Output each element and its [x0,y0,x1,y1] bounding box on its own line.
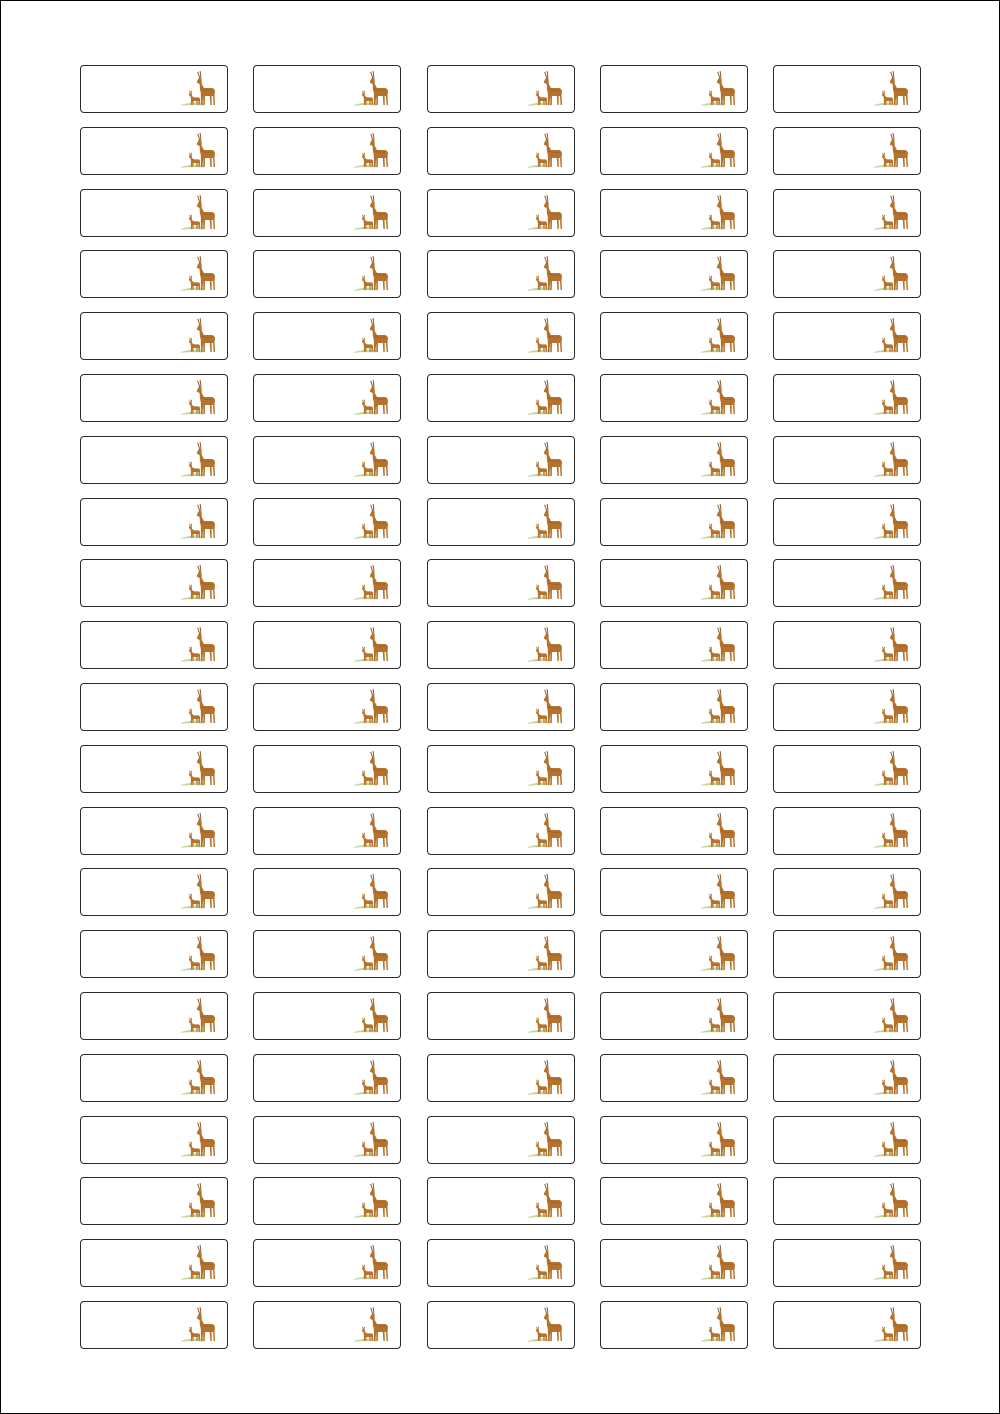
gazelle-mother-and-fawn-icon [873,1180,911,1220]
gazelle-mother-and-fawn-icon [527,253,565,293]
label-cell [600,127,748,175]
label-cell [427,436,575,484]
label-cell [253,1054,401,1102]
gazelle-mother-and-fawn-icon [527,810,565,850]
label-cell [600,992,748,1040]
label-cell [80,1054,228,1102]
label-cell [80,992,228,1040]
label-cell [80,374,228,422]
gazelle-mother-and-fawn-icon [527,871,565,911]
label-cell [427,312,575,360]
gazelle-mother-and-fawn-icon [180,1057,218,1097]
gazelle-mother-and-fawn-icon [180,1304,218,1344]
label-cell [80,621,228,669]
gazelle-mother-and-fawn-icon [873,1304,911,1344]
label-cell [773,250,921,298]
gazelle-mother-and-fawn-icon [700,377,738,417]
gazelle-mother-and-fawn-icon [353,192,391,232]
label-cell [427,1239,575,1287]
gazelle-mother-and-fawn-icon [180,562,218,602]
label-cell [773,868,921,916]
label-cell [253,189,401,237]
label-cell [80,498,228,546]
label-cell [253,312,401,360]
label-cell [253,930,401,978]
gazelle-mother-and-fawn-icon [700,810,738,850]
gazelle-mother-and-fawn-icon [873,562,911,602]
gazelle-mother-and-fawn-icon [700,192,738,232]
label-cell [253,868,401,916]
label-grid [80,65,921,1349]
gazelle-mother-and-fawn-icon [180,501,218,541]
gazelle-mother-and-fawn-icon [873,624,911,664]
gazelle-mother-and-fawn-icon [700,871,738,911]
label-cell [773,189,921,237]
gazelle-mother-and-fawn-icon [873,253,911,293]
gazelle-mother-and-fawn-icon [873,1242,911,1282]
gazelle-mother-and-fawn-icon [353,624,391,664]
gazelle-mother-and-fawn-icon [873,192,911,232]
gazelle-mother-and-fawn-icon [527,501,565,541]
gazelle-mother-and-fawn-icon [353,810,391,850]
label-cell [427,868,575,916]
label-cell [80,559,228,607]
label-cell [600,65,748,113]
gazelle-mother-and-fawn-icon [527,1119,565,1159]
gazelle-mother-and-fawn-icon [527,439,565,479]
label-cell [773,1054,921,1102]
gazelle-mother-and-fawn-icon [873,871,911,911]
label-cell [600,930,748,978]
label-cell [600,807,748,855]
gazelle-mother-and-fawn-icon [353,933,391,973]
gazelle-mother-and-fawn-icon [700,253,738,293]
label-cell [600,312,748,360]
label-cell [427,1116,575,1164]
gazelle-mother-and-fawn-icon [700,315,738,355]
label-cell [773,498,921,546]
gazelle-mother-and-fawn-icon [527,1180,565,1220]
label-cell [253,1301,401,1349]
label-cell [773,127,921,175]
gazelle-mother-and-fawn-icon [353,995,391,1035]
label-cell [427,992,575,1040]
gazelle-mother-and-fawn-icon [873,439,911,479]
label-cell [600,1301,748,1349]
label-cell [600,745,748,793]
label-cell [773,65,921,113]
gazelle-mother-and-fawn-icon [180,253,218,293]
label-cell [427,930,575,978]
label-cell [427,1054,575,1102]
label-cell [427,683,575,731]
label-cell [427,1301,575,1349]
label-cell [80,683,228,731]
gazelle-mother-and-fawn-icon [353,1242,391,1282]
label-cell [773,807,921,855]
gazelle-mother-and-fawn-icon [180,748,218,788]
label-cell [80,65,228,113]
gazelle-mother-and-fawn-icon [353,1119,391,1159]
gazelle-mother-and-fawn-icon [700,1180,738,1220]
label-cell [253,1116,401,1164]
label-cell [773,1301,921,1349]
gazelle-mother-and-fawn-icon [873,810,911,850]
gazelle-mother-and-fawn-icon [700,1304,738,1344]
label-cell [773,1239,921,1287]
gazelle-mother-and-fawn-icon [873,686,911,726]
gazelle-mother-and-fawn-icon [527,995,565,1035]
gazelle-mother-and-fawn-icon [353,377,391,417]
label-cell [253,621,401,669]
label-cell [600,683,748,731]
label-cell [427,127,575,175]
gazelle-mother-and-fawn-icon [180,1180,218,1220]
gazelle-mother-and-fawn-icon [527,748,565,788]
label-cell [773,436,921,484]
gazelle-mother-and-fawn-icon [180,933,218,973]
gazelle-mother-and-fawn-icon [353,439,391,479]
label-cell [773,374,921,422]
label-cell [427,498,575,546]
label-cell [253,436,401,484]
gazelle-mother-and-fawn-icon [180,1242,218,1282]
label-cell [600,498,748,546]
gazelle-mother-and-fawn-icon [353,686,391,726]
gazelle-mother-and-fawn-icon [873,130,911,170]
gazelle-mother-and-fawn-icon [180,1119,218,1159]
label-cell [80,127,228,175]
label-cell [80,745,228,793]
gazelle-mother-and-fawn-icon [527,130,565,170]
label-cell [80,189,228,237]
gazelle-mother-and-fawn-icon [700,1057,738,1097]
label-cell [253,498,401,546]
gazelle-mother-and-fawn-icon [180,686,218,726]
label-cell [427,1177,575,1225]
gazelle-mother-and-fawn-icon [873,748,911,788]
label-cell [600,189,748,237]
gazelle-mother-and-fawn-icon [700,439,738,479]
gazelle-mother-and-fawn-icon [527,1242,565,1282]
label-cell [253,1177,401,1225]
gazelle-mother-and-fawn-icon [873,995,911,1035]
gazelle-mother-and-fawn-icon [353,871,391,911]
gazelle-mother-and-fawn-icon [873,933,911,973]
label-cell [253,250,401,298]
gazelle-mother-and-fawn-icon [527,933,565,973]
label-cell [773,621,921,669]
gazelle-mother-and-fawn-icon [353,501,391,541]
label-cell [773,1116,921,1164]
gazelle-mother-and-fawn-icon [700,68,738,108]
gazelle-mother-and-fawn-icon [700,130,738,170]
gazelle-mother-and-fawn-icon [353,1304,391,1344]
gazelle-mother-and-fawn-icon [180,315,218,355]
label-cell [773,559,921,607]
label-cell [80,1301,228,1349]
gazelle-mother-and-fawn-icon [180,377,218,417]
label-cell [600,559,748,607]
gazelle-mother-and-fawn-icon [527,1057,565,1097]
gazelle-mother-and-fawn-icon [873,1119,911,1159]
label-cell [80,1116,228,1164]
label-cell [427,65,575,113]
gazelle-mother-and-fawn-icon [700,1242,738,1282]
gazelle-mother-and-fawn-icon [180,624,218,664]
gazelle-mother-and-fawn-icon [353,68,391,108]
gazelle-mother-and-fawn-icon [180,68,218,108]
gazelle-mother-and-fawn-icon [353,315,391,355]
label-cell [427,250,575,298]
label-cell [773,992,921,1040]
gazelle-mother-and-fawn-icon [873,315,911,355]
label-cell [80,436,228,484]
label-cell [773,1177,921,1225]
gazelle-mother-and-fawn-icon [527,686,565,726]
gazelle-mother-and-fawn-icon [353,130,391,170]
label-cell [253,745,401,793]
gazelle-mother-and-fawn-icon [527,562,565,602]
label-cell [80,1239,228,1287]
gazelle-mother-and-fawn-icon [527,377,565,417]
label-cell [253,1239,401,1287]
gazelle-mother-and-fawn-icon [873,501,911,541]
label-cell [773,930,921,978]
gazelle-mother-and-fawn-icon [353,1180,391,1220]
gazelle-mother-and-fawn-icon [353,748,391,788]
label-cell [80,1177,228,1225]
gazelle-mother-and-fawn-icon [180,810,218,850]
gazelle-mother-and-fawn-icon [873,1057,911,1097]
gazelle-mother-and-fawn-icon [527,315,565,355]
label-cell [600,621,748,669]
gazelle-mother-and-fawn-icon [700,995,738,1035]
label-cell [427,374,575,422]
gazelle-mother-and-fawn-icon [873,377,911,417]
label-cell [80,807,228,855]
label-cell [427,621,575,669]
gazelle-mother-and-fawn-icon [700,686,738,726]
gazelle-mother-and-fawn-icon [700,624,738,664]
gazelle-mother-and-fawn-icon [527,624,565,664]
label-cell [427,745,575,793]
gazelle-mother-and-fawn-icon [700,562,738,602]
gazelle-mother-and-fawn-icon [180,130,218,170]
gazelle-mother-and-fawn-icon [700,501,738,541]
gazelle-mother-and-fawn-icon [353,253,391,293]
label-cell [80,868,228,916]
gazelle-mother-and-fawn-icon [873,68,911,108]
label-cell [600,1116,748,1164]
gazelle-mother-and-fawn-icon [180,871,218,911]
gazelle-mother-and-fawn-icon [527,192,565,232]
label-cell [80,930,228,978]
label-cell [80,312,228,360]
gazelle-mother-and-fawn-icon [527,68,565,108]
label-cell [600,250,748,298]
label-cell [427,807,575,855]
label-cell [253,559,401,607]
label-cell [773,745,921,793]
label-cell [600,1239,748,1287]
label-cell [600,1177,748,1225]
gazelle-mother-and-fawn-icon [353,1057,391,1097]
gazelle-mother-and-fawn-icon [700,748,738,788]
gazelle-mother-and-fawn-icon [180,995,218,1035]
label-cell [253,127,401,175]
gazelle-mother-and-fawn-icon [180,192,218,232]
label-cell [427,189,575,237]
label-cell [600,868,748,916]
gazelle-mother-and-fawn-icon [180,439,218,479]
label-cell [253,683,401,731]
label-cell [253,374,401,422]
label-cell [80,250,228,298]
label-cell [773,683,921,731]
label-cell [600,436,748,484]
label-cell [253,65,401,113]
label-cell [253,807,401,855]
label-cell [600,374,748,422]
gazelle-mother-and-fawn-icon [353,562,391,602]
label-cell [773,312,921,360]
label-cell [427,559,575,607]
label-cell [253,992,401,1040]
gazelle-mother-and-fawn-icon [700,933,738,973]
gazelle-mother-and-fawn-icon [527,1304,565,1344]
gazelle-mother-and-fawn-icon [700,1119,738,1159]
label-cell [600,1054,748,1102]
